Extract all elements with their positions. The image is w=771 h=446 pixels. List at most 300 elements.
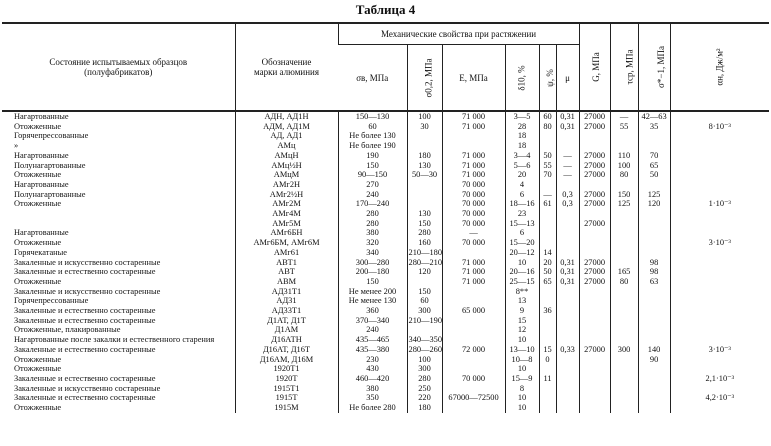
cell-value	[638, 248, 670, 258]
cell-value: 71 000	[442, 122, 505, 132]
cell-value: 71 000	[442, 277, 505, 287]
cell-value	[579, 316, 610, 326]
cell-value: 11	[539, 374, 556, 384]
cell-value: 27000	[579, 151, 610, 161]
cell-state: Отожженные	[14, 364, 62, 374]
cell-grade: АМг5М	[235, 219, 338, 229]
cell-grade: АМг6БН	[235, 228, 338, 238]
cell-grade: АМцН	[235, 151, 338, 161]
cell-value: 4,2·10⁻³	[670, 393, 769, 403]
cell-value: 3—4	[505, 151, 539, 161]
table-row	[2, 316, 769, 326]
cell-grade: АМг4М	[235, 209, 338, 219]
cell-value: 380	[338, 228, 407, 238]
cell-value	[442, 141, 505, 151]
cell-value: 71 000	[442, 267, 505, 277]
cell-value: 71 000	[442, 111, 505, 122]
cell-value: —	[556, 151, 579, 161]
cell-value: 18—16	[505, 199, 539, 209]
cell-value	[670, 306, 769, 316]
cell-value: 100	[610, 161, 638, 171]
cell-value	[442, 287, 505, 297]
cell-value: 280—260	[408, 344, 442, 354]
table-row	[2, 374, 769, 384]
cell-grade: Д1АТ, Д1Т	[235, 316, 338, 326]
cell-value: 125	[638, 190, 670, 200]
cell-value	[579, 296, 610, 306]
cell-value	[556, 364, 579, 374]
cell-value: 23	[505, 209, 539, 219]
cell-value	[638, 364, 670, 374]
cell-value	[610, 316, 638, 326]
cell-value: 0,31	[556, 267, 579, 277]
cell-value	[670, 248, 769, 258]
cell-value	[556, 228, 579, 238]
cell-value	[407, 131, 442, 141]
cell-value: 80	[610, 277, 638, 287]
cell-value: 150	[338, 161, 407, 171]
cell-value: 60	[338, 122, 407, 132]
cell-value: 60	[539, 111, 556, 122]
cell-state: Отожженные	[14, 238, 62, 248]
cell-grade: АДН, АД1Н	[235, 111, 338, 122]
cell-value	[638, 325, 670, 335]
cell-value: 300	[407, 306, 442, 316]
cell-value: 67000—72500	[442, 393, 505, 403]
table-row	[2, 180, 769, 190]
cell-value	[539, 384, 556, 394]
cell-value: 27000	[579, 199, 610, 209]
cell-value: 3—5	[505, 111, 539, 122]
cell-value: 0,31	[556, 111, 579, 122]
table-row	[2, 151, 769, 161]
cell-value: 20—16	[505, 267, 539, 277]
cell-value	[556, 384, 579, 394]
cell-grade: АВТ	[235, 267, 338, 277]
cell-value: 0,3	[556, 199, 579, 209]
cell-value	[670, 228, 769, 238]
cell-grade: Д16АМ, Д16М	[235, 355, 338, 365]
cell-value	[539, 141, 556, 151]
cell-value	[670, 325, 769, 335]
header-e: E, МПа	[442, 45, 505, 112]
cell-value: 180	[407, 403, 442, 413]
cell-grade: АМг61	[235, 248, 338, 258]
cell-state: Закаленные и естественно состаренные	[14, 393, 156, 403]
cell-value: 10	[505, 364, 539, 374]
cell-value: 370—340	[338, 316, 407, 326]
cell-value: 50	[539, 267, 556, 277]
cell-value: 10—8	[505, 355, 539, 365]
cell-value: 70 000	[442, 180, 505, 190]
cell-value	[610, 287, 638, 297]
cell-state: Отожженные	[14, 121, 62, 131]
table-row	[2, 287, 769, 297]
cell-value	[539, 287, 556, 297]
cell-value: 12	[505, 325, 539, 335]
cell-value: 15—20	[505, 238, 539, 248]
cell-value	[556, 403, 579, 413]
cell-state: Отожженные	[14, 403, 62, 413]
cell-value: 55	[539, 161, 556, 171]
cell-state: Нагартованные после закалки и естественного старения	[14, 335, 215, 345]
cell-value: 250	[407, 384, 442, 394]
cell-grade: АМц	[235, 141, 338, 151]
table-row	[2, 111, 769, 122]
cell-value: 50	[539, 151, 556, 161]
cell-value: 90	[638, 355, 670, 365]
cell-value: 15—13	[505, 219, 539, 229]
cell-value	[539, 316, 556, 326]
cell-value: 240	[338, 190, 407, 200]
cell-value	[579, 335, 610, 345]
table-row	[2, 170, 769, 180]
cell-value: 10	[505, 393, 539, 403]
table-row	[2, 258, 769, 268]
cell-value: 90—150	[338, 170, 407, 180]
header-sigma-b: σв, МПа	[338, 45, 407, 112]
cell-grade: АД, АД1	[235, 131, 338, 141]
cell-value: 280	[338, 219, 407, 229]
cell-grade: АМцМ	[235, 170, 338, 180]
cell-value	[407, 199, 442, 209]
cell-state	[2, 219, 235, 229]
cell-state: Закаленные и естественно состаренные	[14, 344, 156, 354]
cell-value: 0,31	[556, 277, 579, 287]
cell-value: 0,3	[556, 190, 579, 200]
cell-value: 130	[407, 161, 442, 171]
cell-value: 435—380	[338, 345, 407, 355]
cell-state: Полунагартованные	[14, 160, 86, 170]
cell-value: 1·10⁻³	[670, 199, 769, 209]
cell-value	[670, 111, 769, 122]
cell-state: Отожженные, плакированные	[14, 325, 121, 335]
cell-value	[638, 393, 670, 403]
cell-value	[556, 209, 579, 219]
cell-value	[442, 335, 505, 345]
cell-value	[638, 316, 670, 326]
cell-value: 165	[610, 267, 638, 277]
cell-value	[610, 248, 638, 258]
cell-value: 27000	[579, 161, 610, 171]
cell-value: —	[556, 161, 579, 171]
cell-value	[556, 238, 579, 248]
cell-value: 80	[539, 122, 556, 132]
cell-state: Закаленные и естественно состаренные	[14, 267, 156, 277]
cell-state: Нагартованные	[14, 112, 69, 121]
cell-value: Не более 190	[338, 141, 407, 151]
cell-value: 70	[539, 170, 556, 180]
cell-value: 60	[407, 296, 442, 306]
cell-value: 300	[407, 364, 442, 374]
cell-value	[556, 374, 579, 384]
cell-grade: АВМ	[235, 277, 338, 287]
cell-value	[670, 403, 769, 413]
table-title: Таблица 4	[355, 2, 416, 17]
cell-value: Не менее 130	[338, 296, 407, 306]
cell-value: 280	[407, 374, 442, 384]
cell-value	[638, 209, 670, 219]
cell-value: 65	[638, 161, 670, 171]
cell-value: 4	[505, 180, 539, 190]
cell-value	[407, 141, 442, 151]
cell-value	[638, 296, 670, 306]
cell-value	[610, 296, 638, 306]
cell-value	[442, 384, 505, 394]
cell-value: 280	[338, 209, 407, 219]
cell-value: 120	[638, 199, 670, 209]
cell-value: 70 000	[442, 219, 505, 229]
cell-value: 70 000	[442, 238, 505, 248]
cell-value: 80	[610, 170, 638, 180]
cell-value: 70 000	[442, 199, 505, 209]
cell-value	[670, 355, 769, 365]
cell-state: Горячепрессованные	[14, 296, 89, 306]
cell-value	[610, 131, 638, 141]
cell-value: 61	[539, 199, 556, 209]
cell-value	[442, 325, 505, 335]
table-row	[2, 238, 769, 248]
cell-value	[556, 393, 579, 403]
cell-value: 150	[407, 287, 442, 297]
cell-value	[638, 141, 670, 151]
cell-value	[670, 151, 769, 161]
cell-value: 10	[505, 258, 539, 268]
cell-value: 240	[338, 325, 407, 335]
cell-value: 280	[407, 228, 442, 238]
cell-value	[442, 131, 505, 141]
cell-value	[556, 325, 579, 335]
cell-value: 350	[338, 393, 407, 403]
cell-value	[670, 258, 769, 268]
cell-value	[539, 238, 556, 248]
cell-value	[610, 325, 638, 335]
cell-value	[610, 306, 638, 316]
cell-value: 70 000	[442, 374, 505, 384]
cell-grade: Д16АТ, Д16Т	[235, 345, 338, 355]
cell-value	[556, 131, 579, 141]
table-row	[2, 219, 769, 229]
cell-value: 320	[338, 238, 407, 248]
header-sigma-m1: σ*−1, МПа	[638, 23, 670, 111]
cell-value	[539, 131, 556, 141]
cell-value	[610, 209, 638, 219]
cell-value	[539, 296, 556, 306]
cell-value	[670, 209, 769, 219]
cell-value: 6	[505, 228, 539, 238]
cell-value: 360	[338, 306, 407, 316]
cell-value: 8·10⁻³	[670, 122, 769, 132]
cell-value: 280—210	[408, 257, 442, 267]
cell-value	[579, 141, 610, 151]
cell-value	[670, 384, 769, 394]
cell-value: 27000	[579, 190, 610, 200]
cell-value	[539, 335, 556, 345]
cell-value: 13	[505, 296, 539, 306]
table-row	[2, 267, 769, 277]
cell-value: 72 000	[442, 345, 505, 355]
cell-grade: АМг2М	[235, 199, 338, 209]
cell-value: 71 000	[442, 161, 505, 171]
table-row	[2, 384, 769, 394]
cell-value: 6	[505, 190, 539, 200]
cell-grade: АДМ, АД1М	[235, 122, 338, 132]
cell-grade: АМц½Н	[235, 161, 338, 171]
cell-grade: АД31	[235, 296, 338, 306]
cell-value	[638, 384, 670, 394]
header-g: G, МПа	[579, 23, 610, 111]
cell-state: Горячекатаные	[14, 247, 68, 257]
cell-grade: АД33Т1	[235, 306, 338, 316]
cell-value	[670, 219, 769, 229]
cell-value: 71 000	[442, 258, 505, 268]
cell-value	[556, 141, 579, 151]
cell-value: 15—9	[505, 374, 539, 384]
table-row	[2, 296, 769, 306]
cell-value	[670, 364, 769, 374]
cell-state: Нагартованные	[14, 150, 69, 160]
cell-value: 3·10⁻³	[670, 345, 769, 355]
cell-value: 20—12	[505, 248, 539, 258]
cell-value	[579, 209, 610, 219]
table-row	[2, 209, 769, 219]
cell-value	[610, 180, 638, 190]
cell-value: 340	[338, 248, 407, 258]
cell-value: 70 000	[442, 209, 505, 219]
cell-value: 27000	[579, 277, 610, 287]
cell-value: 3·10⁻³	[670, 238, 769, 248]
cell-value: 20	[539, 258, 556, 268]
cell-value: 27000	[579, 267, 610, 277]
cell-value	[638, 306, 670, 316]
cell-value: 28	[505, 122, 539, 132]
cell-state: Закаленные и естественно состаренные	[14, 373, 156, 383]
cell-value	[638, 238, 670, 248]
table-row	[2, 277, 769, 287]
cell-value	[638, 403, 670, 413]
cell-grade: 1920Т1	[235, 364, 338, 374]
cell-value: 27000	[579, 111, 610, 122]
cell-value	[579, 180, 610, 190]
cell-value	[407, 190, 442, 200]
table-row	[2, 199, 769, 209]
cell-value: 98	[638, 267, 670, 277]
cell-value	[442, 403, 505, 413]
cell-value: 27000	[579, 345, 610, 355]
cell-value: 230	[338, 355, 407, 365]
cell-value: 435—465	[338, 335, 407, 345]
cell-grade: АВТ1	[235, 258, 338, 268]
header-mechanical-properties: Механические свойства при растяжении	[338, 23, 579, 45]
cell-value	[442, 248, 505, 258]
cell-value: 9	[505, 306, 539, 316]
cell-value: —	[556, 170, 579, 180]
cell-value	[579, 393, 610, 403]
cell-value: —	[442, 228, 505, 238]
cell-value	[539, 228, 556, 238]
cell-state: Закаленные и искусственно состаренные	[14, 383, 161, 393]
cell-value: 50—30	[407, 170, 442, 180]
cell-state: Отожженные	[14, 199, 62, 209]
cell-value: 35	[638, 122, 670, 132]
cell-value	[442, 364, 505, 374]
cell-value	[610, 228, 638, 238]
cell-value: 100	[407, 111, 442, 122]
cell-value: 130	[407, 209, 442, 219]
cell-grade: 1915Т	[235, 393, 338, 403]
cell-value	[539, 364, 556, 374]
cell-grade: АД31Т1	[235, 287, 338, 297]
cell-value: —	[539, 190, 556, 200]
header-state: Состояние испытываемых образцов (полуфабрикатов)	[2, 23, 235, 111]
cell-state: Нагартованные	[14, 179, 69, 189]
cell-value	[539, 403, 556, 413]
cell-value: 27000	[579, 219, 610, 229]
cell-state: Отожженные	[14, 170, 62, 180]
cell-value	[638, 287, 670, 297]
cell-value: 380	[338, 384, 407, 394]
cell-value	[610, 374, 638, 384]
header-sigma-02: σ0,2, МПа	[407, 45, 442, 112]
header-tau: τср, МПа	[610, 23, 638, 111]
cell-value: 125	[610, 199, 638, 209]
cell-grade: АМг2½Н	[235, 190, 338, 200]
cell-state: Полунагартованные	[14, 189, 86, 199]
cell-value: 27000	[579, 122, 610, 132]
cell-value: 2,1·10⁻³	[670, 374, 769, 384]
cell-value: 340—350	[408, 335, 442, 345]
cell-value	[670, 141, 769, 151]
cell-value	[670, 287, 769, 297]
cell-value: Не менее 200	[338, 287, 407, 297]
cell-grade: АМг6БМ, АМг6М	[235, 238, 338, 248]
cell-value: 0,31	[556, 122, 579, 132]
cell-grade: Д16АТН	[235, 335, 338, 345]
cell-value	[638, 374, 670, 384]
cell-value	[579, 403, 610, 413]
cell-value: 71 000	[442, 151, 505, 161]
cell-value	[579, 306, 610, 316]
cell-value	[670, 267, 769, 277]
cell-value: 190	[338, 151, 407, 161]
cell-state: Нагартованные	[14, 228, 69, 238]
cell-state: »	[14, 141, 19, 151]
cell-value: 27000	[579, 170, 610, 180]
cell-grade: АМг2Н	[235, 180, 338, 190]
cell-value	[556, 355, 579, 365]
cell-value: 150—130	[338, 111, 407, 122]
cell-value	[610, 384, 638, 394]
cell-value: 300	[610, 345, 638, 355]
cell-value	[610, 364, 638, 374]
cell-value	[638, 131, 670, 141]
cell-value: 8	[505, 384, 539, 394]
cell-value: 20	[505, 170, 539, 180]
table-row	[2, 161, 769, 171]
cell-value: 25—15	[505, 277, 539, 287]
cell-value	[670, 277, 769, 287]
cell-value: 210—190	[408, 315, 442, 325]
cell-value: 13—10	[505, 345, 539, 355]
cell-value	[579, 374, 610, 384]
header-psi: ψ, %	[539, 45, 556, 112]
cell-state: Закаленные и естественно состаренные	[14, 315, 156, 325]
table-row	[2, 393, 769, 403]
cell-value	[670, 131, 769, 141]
cell-value: 200—180	[338, 267, 407, 277]
cell-value	[638, 228, 670, 238]
cell-value: 210—180	[408, 247, 442, 257]
